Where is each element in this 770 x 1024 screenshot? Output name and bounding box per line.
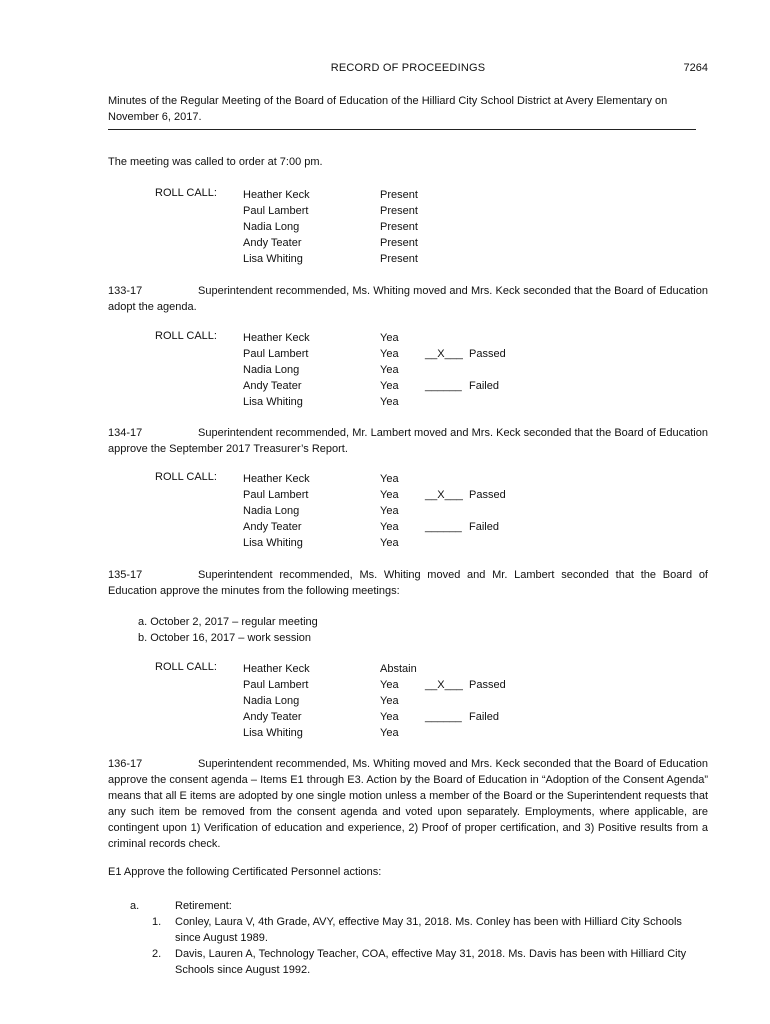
vote-value: Yea	[380, 727, 399, 739]
motion-134-17	[108, 425, 708, 457]
attendance-status: Present	[380, 205, 418, 217]
member-name: Andy Teater	[243, 521, 302, 533]
failed-mark: ______	[425, 521, 462, 533]
vote-value: Yea	[380, 364, 399, 376]
vote-value: Yea	[380, 473, 399, 485]
failed-label: Failed	[469, 380, 499, 392]
vote-value: Yea	[380, 537, 399, 549]
member-name: Paul Lambert	[243, 679, 309, 691]
member-name: Paul Lambert	[243, 489, 309, 501]
vote-value: Abstain	[380, 663, 417, 675]
motion-number: 135-17	[108, 569, 143, 581]
page-title: RECORD OF PROCEEDINGS	[330, 62, 486, 74]
member-name: Andy Teater	[243, 711, 302, 723]
motion-text: Superintendent recommended, Ms. Whiting moved and Mrs. Keck seconded that the Board of Education adopt the agenda.	[108, 285, 708, 313]
page-header	[108, 62, 708, 78]
item-text: Conley, Laura V, 4th Grade, AVY, effective May 31, 2018. Ms. Conley has been with Hilliard City Schools since August 1989.	[175, 916, 682, 944]
vote-value: Yea	[380, 332, 399, 344]
member-name: Nadia Long	[243, 695, 300, 707]
member-name: Nadia Long	[243, 364, 300, 376]
vote-value: Yea	[380, 380, 399, 392]
member-name: Heather Keck	[243, 189, 310, 201]
section-letter: a.	[130, 900, 140, 912]
roll-call-label: ROLL CALL:	[155, 330, 217, 342]
member-name: Andy Teater	[243, 237, 302, 249]
member-name: Lisa Whiting	[243, 396, 303, 408]
motion-135-17	[108, 567, 708, 599]
member-name: Andy Teater	[243, 380, 302, 392]
failed-mark: ______	[425, 380, 462, 392]
e1-heading: E1 Approve the following Certificated Personnel actions:	[108, 866, 382, 878]
passed-label: Passed	[469, 489, 506, 501]
member-name: Paul Lambert	[243, 205, 309, 217]
failed-label: Failed	[469, 521, 499, 533]
minutes-intro: Minutes of the Regular Meeting of the Board of Education of the Hilliard City School District at Avery Elementary on November 6, 2017.	[108, 95, 668, 123]
call-to-order: The meeting was called to order at 7:00 pm.	[108, 156, 323, 168]
vote-value: Yea	[380, 521, 399, 533]
attendance-status: Present	[380, 237, 418, 249]
member-name: Heather Keck	[243, 663, 310, 675]
vote-value: Yea	[380, 679, 399, 691]
vote-value: Yea	[380, 348, 399, 360]
failed-label: Failed	[469, 711, 499, 723]
roll-call-label: ROLL CALL:	[155, 661, 217, 673]
motion-133-17	[108, 283, 708, 315]
motion-number: 136-17	[108, 758, 143, 770]
member-name: Nadia Long	[243, 505, 300, 517]
motion-number: 133-17	[108, 285, 143, 297]
meetings-list	[138, 614, 318, 646]
vote-value: Yea	[380, 489, 399, 501]
member-name: Heather Keck	[243, 332, 310, 344]
list-item: a. October 2, 2017 – regular meeting	[138, 616, 318, 628]
list-item: b. October 16, 2017 – work session	[138, 632, 312, 644]
item-number: 2.	[152, 948, 162, 960]
member-name: Lisa Whiting	[243, 537, 303, 549]
attendance-status: Present	[380, 189, 418, 201]
motion-text: Superintendent recommended, Mr. Lambert moved and Mrs. Keck seconded that the Board of Education approve the September 2017 Treasurer’s Report.	[108, 427, 708, 455]
motion-136-17	[108, 756, 708, 852]
motion-text: Superintendent recommended, Ms. Whiting moved and Mr. Lambert seconded that the Board of Education approve the minutes from the following meetings:	[108, 569, 708, 597]
member-name: Paul Lambert	[243, 348, 309, 360]
passed-mark: __X___	[425, 348, 463, 360]
member-name: Nadia Long	[243, 221, 300, 233]
passed-mark: __X___	[425, 679, 463, 691]
page-number: 7264	[683, 62, 708, 74]
failed-mark: ______	[425, 711, 462, 723]
vote-value: Yea	[380, 695, 399, 707]
roll-call-label: ROLL CALL:	[155, 471, 217, 483]
vote-value: Yea	[380, 711, 399, 723]
attendance-status: Present	[380, 221, 418, 233]
motion-number: 134-17	[108, 427, 143, 439]
section-heading: Retirement:	[175, 900, 232, 912]
item-text: Davis, Lauren A, Technology Teacher, COA, effective May 31, 2018. Ms. Davis has been with Hilliard City Schools since August 1992.	[175, 948, 687, 976]
header-divider	[108, 129, 696, 130]
vote-value: Yea	[380, 396, 399, 408]
member-name: Lisa Whiting	[243, 727, 303, 739]
motion-text: Superintendent recommended, Ms. Whiting moved and Mrs. Keck seconded that the Board of Education approve the consent agenda – Items E1 through E3. Action by the Board of Education in “Adoption of the Consent Agenda” means that all E items are adopted by one single motion unless a member of the Board or the Superintendent requests that any such item be removed from the consent agenda and voted upon separately. Employments, where applicable, are contingent upon 1) Verification of education and experience, 2) Proof of proper certification, and 3) Positive results from a criminal records check.	[108, 758, 708, 850]
attendance-status: Present	[380, 253, 418, 265]
passed-label: Passed	[469, 348, 506, 360]
item-number: 1.	[152, 916, 162, 928]
roll-call-label: ROLL CALL:	[155, 187, 217, 199]
member-name: Heather Keck	[243, 473, 310, 485]
passed-mark: __X___	[425, 489, 463, 501]
vote-value: Yea	[380, 505, 399, 517]
passed-label: Passed	[469, 679, 506, 691]
member-name: Lisa Whiting	[243, 253, 303, 265]
